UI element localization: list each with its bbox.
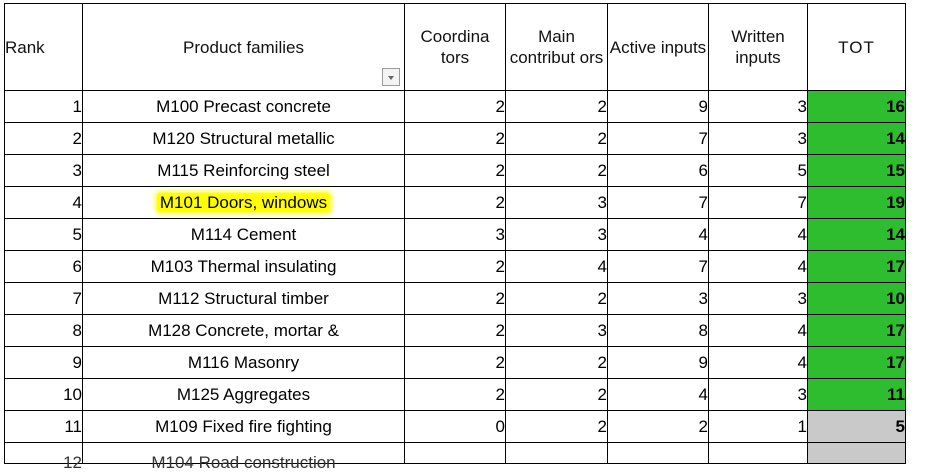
cell-active-inputs-value: 3 (698, 288, 708, 308)
cell-rank[interactable] (5, 251, 83, 283)
cell-active-inputs[interactable] (608, 155, 709, 187)
cell-written-inputs[interactable] (709, 187, 808, 219)
cell-main-contributors-value: 3 (597, 224, 607, 244)
table-row (5, 155, 906, 187)
cell-tot-value: 14 (886, 224, 905, 244)
cell-coordinators[interactable] (405, 347, 506, 379)
cell-rank-value: 1 (72, 96, 82, 116)
cell-written-inputs[interactable] (709, 123, 808, 155)
cell-rank-value: 9 (72, 352, 82, 372)
cell-main-contributors-value: 2 (597, 384, 607, 404)
cell-active-inputs[interactable] (608, 411, 709, 443)
cell-product-family-value: M103 Thermal insulating (150, 256, 337, 276)
cell-rank-value: 6 (72, 256, 82, 276)
cell-rank-value: 5 (72, 224, 82, 244)
cell-active-inputs[interactable] (608, 283, 709, 315)
cell-tot-value: 5 (895, 416, 905, 436)
cell-active-inputs[interactable] (608, 443, 709, 464)
table-row (5, 219, 906, 251)
col-header-main-contributors[interactable]: Main contribut ors (506, 4, 608, 91)
cell-rank[interactable] (5, 155, 83, 187)
cell-rank-value: 7 (72, 288, 82, 308)
cell-product-family-value: M112 Structural timber (158, 288, 329, 308)
cell-main-contributors-value: 2 (597, 352, 607, 372)
cell-rank[interactable] (5, 219, 83, 251)
cell-rank-value: 2 (72, 128, 82, 148)
cell-rank-value: 11 (64, 416, 82, 436)
col-header-written-inputs[interactable]: Written inputs (709, 4, 808, 91)
cell-written-inputs[interactable] (709, 379, 808, 411)
cell-product-family[interactable] (83, 123, 405, 155)
cell-rank[interactable] (5, 91, 83, 123)
cell-tot[interactable] (808, 379, 906, 411)
cell-written-inputs-value: 5 (797, 160, 807, 180)
table-row (5, 283, 906, 315)
cell-product-family-value: M120 Structural metallic (152, 128, 335, 148)
cell-coordinators[interactable] (405, 187, 506, 219)
cell-coordinators[interactable] (405, 315, 506, 347)
cell-product-family[interactable] (83, 251, 405, 283)
cell-rank[interactable] (5, 443, 83, 472)
highlighted-family-text: M101 Doors, windows (157, 193, 330, 212)
table-row (5, 379, 906, 411)
cell-rank[interactable] (5, 347, 83, 379)
cell-product-family[interactable] (83, 187, 405, 219)
cell-written-inputs-value: 3 (797, 128, 807, 148)
cell-product-family-value: M128 Concrete, mortar & (148, 320, 339, 340)
cell-active-inputs[interactable] (608, 251, 709, 283)
cell-tot-value: 17 (886, 352, 905, 372)
cell-coordinators-value: 2 (495, 352, 505, 372)
cell-product-family[interactable] (83, 411, 405, 443)
cell-product-family[interactable] (83, 443, 405, 472)
cell-product-family[interactable] (83, 315, 405, 347)
cell-tot[interactable] (808, 155, 906, 187)
cell-main-contributors[interactable] (506, 91, 608, 123)
cell-product-family[interactable] (83, 379, 405, 411)
cell-tot-value: 17 (886, 320, 905, 340)
col-header-active-inputs[interactable]: Active inputs (608, 4, 709, 91)
cell-coordinators[interactable] (405, 283, 506, 315)
table-row (5, 411, 906, 443)
cell-coordinators-value: 2 (495, 128, 505, 148)
cell-written-inputs-value: 3 (797, 288, 807, 308)
cell-tot[interactable] (808, 443, 906, 464)
cell-rank[interactable] (5, 283, 83, 315)
cell-rank[interactable] (5, 411, 83, 443)
cell-active-inputs-value: 2 (698, 416, 708, 436)
cell-coordinators[interactable] (405, 91, 506, 123)
table-row (5, 251, 906, 283)
cell-main-contributors-value: 3 (597, 192, 607, 212)
cell-written-inputs[interactable] (709, 251, 808, 283)
cell-tot[interactable] (808, 187, 906, 219)
cell-active-inputs-value: 7 (698, 128, 708, 148)
cell-active-inputs-value: 9 (698, 352, 708, 372)
col-header-product-families[interactable] (83, 4, 405, 91)
table-row (5, 347, 906, 379)
cell-tot[interactable] (808, 219, 906, 251)
cell-coordinators-value: 2 (495, 256, 505, 276)
cell-coordinators-value: 3 (495, 224, 505, 244)
cell-active-inputs[interactable] (608, 347, 709, 379)
col-header-rank[interactable]: Rank (5, 4, 83, 91)
cell-tot[interactable] (808, 411, 906, 443)
cell-tot-value: 14 (886, 128, 905, 148)
cell-coordinators[interactable] (405, 443, 506, 464)
cell-tot-value: 17 (886, 256, 905, 276)
table-row (5, 187, 906, 219)
cell-product-family[interactable] (83, 91, 405, 123)
cell-active-inputs[interactable] (608, 379, 709, 411)
cell-tot[interactable] (808, 123, 906, 155)
cell-main-contributors[interactable] (506, 187, 608, 219)
cell-active-inputs[interactable] (608, 315, 709, 347)
cell-tot[interactable] (808, 91, 906, 123)
cell-active-inputs-value: 7 (698, 256, 708, 276)
cell-main-contributors-value: 3 (597, 320, 607, 340)
cell-coordinators-value: 2 (495, 288, 505, 308)
cell-coordinators[interactable] (405, 251, 506, 283)
cell-coordinators-value: 2 (495, 96, 505, 116)
cell-coordinators-value: 2 (495, 160, 505, 180)
cell-product-family[interactable] (83, 283, 405, 315)
cell-coordinators-value: 2 (495, 320, 505, 340)
cell-main-contributors-value: 4 (597, 256, 607, 276)
table-row (5, 123, 906, 155)
cell-product-family-value: M125 Aggregates (176, 384, 311, 404)
col-header-product-families-label: Product families (183, 37, 304, 57)
cell-tot-value: 16 (886, 96, 905, 116)
cell-coordinators-value: 2 (495, 192, 505, 212)
cell-written-inputs[interactable] (709, 443, 808, 464)
cell-tot[interactable] (808, 315, 906, 347)
cell-main-contributors[interactable] (506, 283, 608, 315)
cell-tot[interactable] (808, 347, 906, 379)
cell-written-inputs-value: 4 (797, 224, 807, 244)
cell-main-contributors[interactable] (506, 315, 608, 347)
table-row-partial (5, 443, 906, 464)
cell-main-contributors-value: 2 (597, 128, 607, 148)
cell-product-family-value: M115 Reinforcing steel (157, 160, 330, 180)
cell-rank-value: 3 (72, 160, 82, 180)
cell-main-contributors[interactable] (506, 155, 608, 187)
cell-tot-value: 19 (886, 192, 905, 212)
cell-coordinators[interactable] (405, 219, 506, 251)
cell-main-contributors[interactable] (506, 347, 608, 379)
cell-tot[interactable] (808, 251, 906, 283)
cell-rank-value: 12 (63, 453, 82, 472)
cell-written-inputs[interactable] (709, 411, 808, 443)
cell-coordinators[interactable] (405, 379, 506, 411)
cell-coordinators[interactable] (405, 411, 506, 443)
cell-active-inputs[interactable] (608, 123, 709, 155)
cell-written-inputs-value: 7 (797, 192, 807, 212)
cell-coordinators-value: 2 (495, 384, 505, 404)
cell-product-family-value: M100 Precast concrete (156, 96, 331, 116)
cell-written-inputs[interactable] (709, 315, 808, 347)
cell-main-contributors-value: 2 (597, 160, 607, 180)
cell-tot[interactable] (808, 283, 906, 315)
cell-tot-value: 15 (886, 160, 905, 180)
cell-main-contributors-value: 2 (597, 96, 607, 116)
cell-active-inputs-value: 9 (698, 96, 708, 116)
cell-product-family-value: M104 Road construction (151, 453, 336, 472)
cell-product-family[interactable] (83, 347, 405, 379)
cell-written-inputs-value: 3 (797, 96, 807, 116)
cell-written-inputs[interactable] (709, 283, 808, 315)
cell-rank-value: 8 (72, 320, 82, 340)
cell-active-inputs-value: 4 (698, 384, 708, 404)
cell-product-family-value: M114 Cement (190, 224, 297, 244)
cell-rank[interactable] (5, 315, 83, 347)
cell-written-inputs-value: 1 (797, 416, 807, 436)
cell-main-contributors[interactable] (506, 123, 608, 155)
col-header-coordinators[interactable]: Coordina tors (405, 4, 506, 91)
cell-written-inputs[interactable] (709, 347, 808, 379)
cell-rank-value: 4 (72, 192, 82, 212)
cell-main-contributors[interactable] (506, 251, 608, 283)
cell-coordinators[interactable] (405, 155, 506, 187)
cell-product-family-value: M109 Fixed fire fighting (155, 416, 332, 436)
cell-main-contributors[interactable] (506, 411, 608, 443)
cell-rank[interactable] (5, 123, 83, 155)
cell-main-contributors[interactable] (506, 219, 608, 251)
filter-dropdown-icon[interactable] (382, 68, 400, 86)
cell-written-inputs-value: 4 (797, 256, 807, 276)
cell-active-inputs[interactable] (608, 219, 709, 251)
cell-product-family[interactable] (83, 155, 405, 187)
cell-written-inputs-value: 3 (797, 384, 807, 404)
cell-rank[interactable] (5, 187, 83, 219)
cell-coordinators[interactable] (405, 123, 506, 155)
product-families-table (4, 3, 906, 472)
cell-written-inputs-value: 4 (797, 352, 807, 372)
col-header-tot[interactable]: TOT (808, 4, 906, 91)
cell-active-inputs-value: 4 (698, 224, 708, 244)
cell-product-family-value: M116 Masonry (187, 352, 300, 372)
cell-main-contributors[interactable] (506, 443, 608, 464)
cell-written-inputs[interactable] (709, 219, 808, 251)
cell-active-inputs[interactable] (608, 187, 709, 219)
cell-active-inputs[interactable] (608, 91, 709, 123)
cell-written-inputs-value: 4 (797, 320, 807, 340)
cell-main-contributors[interactable] (506, 379, 608, 411)
cell-active-inputs-value: 8 (698, 320, 708, 340)
cell-rank[interactable] (5, 379, 83, 411)
table-row (5, 315, 906, 347)
cell-active-inputs-value: 6 (698, 160, 708, 180)
cell-tot-value: 11 (887, 384, 905, 404)
cell-main-contributors-value: 2 (597, 416, 607, 436)
cell-active-inputs-value: 7 (698, 192, 708, 212)
cell-main-contributors-value: 2 (597, 288, 607, 308)
cell-tot-value: 10 (886, 288, 905, 308)
table-row (5, 91, 906, 123)
cell-written-inputs[interactable] (709, 155, 808, 187)
header-row (5, 4, 906, 91)
cell-coordinators-value: 0 (495, 416, 505, 436)
cell-written-inputs[interactable] (709, 91, 808, 123)
cell-product-family[interactable] (83, 219, 405, 251)
cell-rank-value: 10 (63, 384, 82, 404)
